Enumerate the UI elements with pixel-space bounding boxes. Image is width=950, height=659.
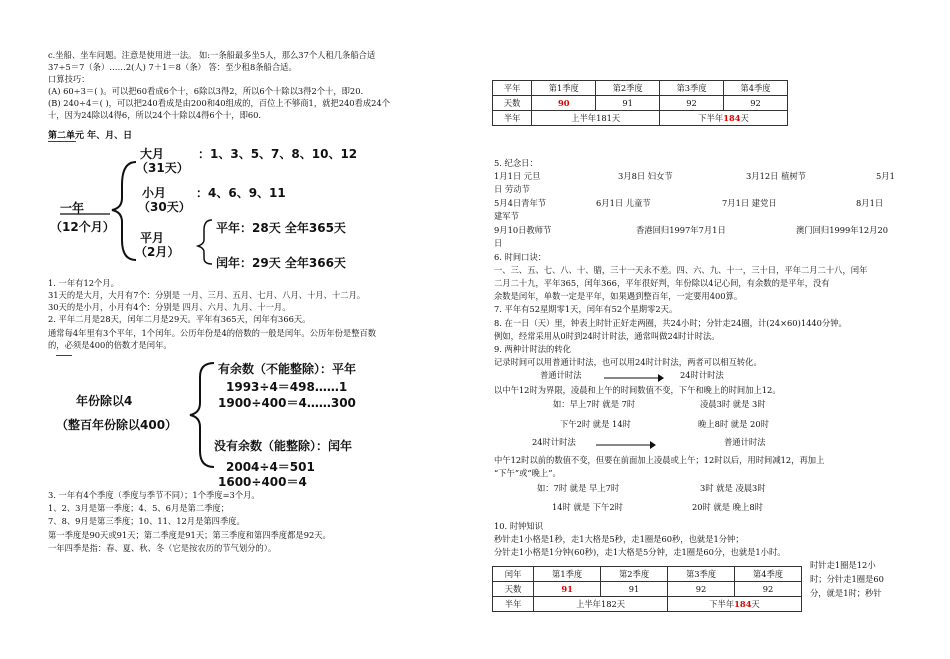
side-note: 时针走1圈是12小 — [810, 560, 876, 570]
memorial-item: 5月1 — [876, 171, 895, 181]
feb-label: 平月 — [140, 231, 165, 245]
divide-by-4: 年份除以4 — [76, 394, 133, 408]
table-cell: 90 — [532, 96, 596, 111]
season-note-4: 第一季度是90天或91天；第二季度是91天；第三季度和第四季度都是92天。 — [48, 530, 331, 540]
memorial-item: 日 — [494, 238, 503, 248]
memorial-item: 建军节 — [494, 211, 519, 221]
table-header: 平年 — [493, 81, 532, 96]
second-half-number: 184 — [734, 599, 752, 609]
memorial-item: 6月1日 儿童节 — [596, 198, 651, 208]
intro-line-3: 口算技巧： — [48, 74, 90, 84]
small-month-label: 小月 — [142, 186, 167, 200]
small-month-days: （30天） — [138, 200, 191, 214]
main-brace — [112, 162, 136, 260]
example-1993: 1993÷4＝498……1 — [226, 380, 348, 394]
row-label: 半年 — [493, 111, 532, 126]
common-year-quarter-table — [492, 80, 788, 126]
intro-line-6: 十，因为24除以4得6，所以24个十除以4得6个十，即60. — [48, 110, 262, 120]
normal-clock-label-b: 普通计时法 — [724, 437, 766, 447]
second-half-cell — [660, 111, 788, 126]
season-note-2: 1、2、3月是第一季度；4、5、6月是第二季度； — [48, 503, 230, 513]
season-note-5: 一年四季是指：春、夏、秋、冬（它是按农历的节气划分的）。 — [48, 543, 277, 553]
intro-line-5: (B) 240÷4＝( )，可以把240看成是由200和40组成的，百位上不够商1，就把240看成24个 — [48, 98, 391, 108]
arrow-icon — [596, 439, 656, 449]
example-line: 14时 就是 下午2时 — [552, 502, 623, 512]
memorial-item: 香港回归1997年7月1日 — [636, 225, 726, 235]
big-month-label: 大月 — [140, 147, 165, 161]
example-line: 如：7时 就是 早上7时 — [537, 483, 620, 493]
arrow-icon — [604, 372, 664, 382]
big-month-days: （31天） — [136, 161, 189, 175]
example-line: 如：早上7时 就是 7时 — [553, 399, 636, 409]
leap-year-quarter-table — [492, 566, 802, 612]
clock24-label: 24时计时法 — [680, 370, 724, 380]
table-header: 第1季度 — [532, 81, 596, 96]
year-months-label: （12个月） — [50, 220, 115, 234]
table-header: 第4季度 — [735, 567, 802, 582]
intro-line-2: 37÷5＝7（条）……2(人) 7＋1＝8（条） 答：至少租8条船合适。 — [48, 62, 297, 72]
memorial-item: 1月1日 元旦 — [494, 171, 541, 181]
intro-line-1: c.坐船、坐车问题。注意是使用进一法。 如:一条船最多坐5人，那么37个人租几条船合适 — [48, 50, 376, 60]
row-label: 天数 — [493, 582, 534, 597]
big-month-list: ：1、3、5、7、8、10、12 — [198, 147, 358, 161]
rhyme-title: 6. 时间口诀： — [494, 252, 547, 262]
side-note: 时；分针走1圈是60 — [810, 574, 884, 584]
rhyme-line: 余数是闰年，单数一定是平年，如果遇到整百年，一定要用400算。 — [494, 291, 743, 301]
row-label: 半年 — [493, 597, 534, 612]
second-half-suffix: 天 — [740, 113, 749, 123]
common-year-feb: 平年：28天 全年365天 — [216, 221, 346, 235]
memorial-item: 7月1日 建党日 — [722, 198, 777, 208]
example-line: 晚上8时 就是 20时 — [698, 419, 769, 429]
memorial-item: 9月10日教师节 — [494, 225, 552, 235]
memorial-title: 5. 纪念日： — [494, 158, 538, 168]
example-1600: 1600÷400＝4 — [218, 475, 307, 489]
side-note: 分，就是1时；秒针 — [810, 588, 882, 598]
note-4: 2. 平年二月是28天，闰年二月是29天。平年有365天，闰年有366天。 — [48, 314, 311, 324]
table-header: 第2季度 — [601, 567, 668, 582]
remainder-rule: 有余数（不能整除）：平年 — [218, 362, 357, 376]
table-cell: 91 — [601, 582, 668, 597]
red-marker — [56, 355, 72, 356]
memorial-item: 日 劳动节 — [494, 184, 530, 194]
second-half-prefix: 下半年 — [709, 599, 735, 609]
table-header: 闰年 — [493, 567, 534, 582]
small-month-list: ：4、6、9、11 — [196, 186, 286, 200]
table-cell: 92 — [660, 96, 724, 111]
table-header: 第3季度 — [668, 567, 735, 582]
note-7: 7. 平年有52星期零1天，闰年有52个星期零2天。 — [494, 304, 678, 314]
rhyme-line: 一、三、五、七、八、十、腊，三十一天永不差。四、六、九、十一，三十日，平年二月二十八，闰年 — [494, 265, 868, 275]
first-half-cell: 上半年181天 — [532, 111, 660, 126]
first-half-cell: 上半年182天 — [534, 597, 668, 612]
normal-clock-label: 普通计时法 — [540, 370, 582, 380]
example-line: 凌晨3时 就是 3时 — [700, 399, 766, 409]
note-9: 9. 两种计时法的转化 — [494, 344, 571, 354]
table-cell: 91 — [596, 96, 660, 111]
note-5: 通常每4年里有3个平年，1个闰年。公历年份是4的倍数的一般是闰年。公历年份是整百数 — [48, 328, 377, 338]
note-1: 1. 一年有12个月。 — [48, 278, 119, 288]
note-10a: 秒针走1小格是1秒，走1大格是5秒，走1圈是60秒，也就是1分钟； — [494, 534, 744, 544]
leap-year-diagram — [180, 355, 220, 475]
second-half-prefix: 下半年 — [698, 113, 724, 123]
note-9a: 记录时间可以用普通计时法，也可以用24时计时法，两者可以相互转化。 — [494, 357, 762, 367]
leap-brace — [190, 363, 214, 467]
conversion-rule-2a: 中午12时以前的数值不变，但要在前面加上凌晨或上午；12时以后，用时间减12，再加上 — [494, 455, 825, 465]
example-line: 下午2时 就是 14时 — [560, 419, 631, 429]
season-note-1: 3. 一年有4个季度（季度与季节不同）；1个季度=3个月。 — [48, 490, 260, 500]
conversion-rule-1: 以中午12时为界限，凌晨和上午的时间数值不变，下午和晚上的时间加上12。 — [494, 385, 781, 395]
example-line: 3时 就是 凌晨3时 — [700, 483, 766, 493]
note-2: 31天的是大月，大月有7个：分别是 一月、三月、五月、七月、八月、十月、十二月。 — [48, 290, 366, 300]
memorial-item: 3月8日 妇女节 — [618, 171, 673, 181]
memorial-item: 3月12日 植树节 — [746, 171, 806, 181]
feb-month-label: （2月） — [135, 245, 180, 259]
memorial-item: 5月4日青年节 — [494, 198, 547, 208]
example-line: 20时 就是 晚上8时 — [692, 502, 763, 512]
feb-brace — [198, 220, 212, 264]
example-1900: 1900÷400＝4……300 — [218, 396, 356, 410]
note-10b: 分针走1小格是1分钟(60秒)，走1大格是5分钟，走1圈是60分，也就是1小时。 — [494, 547, 786, 557]
century-rule: （整百年份除以400） — [56, 418, 178, 432]
note-8b: 例如，经常采用从0时到24时计时法，通常叫做24时计时法。 — [494, 331, 720, 341]
note-3: 30天的是小月，小月有4个：分别是 四月、六月、九月、十一月。 — [48, 302, 291, 312]
example-2004: 2004÷4＝501 — [226, 460, 315, 474]
year-label: 一年 — [60, 201, 85, 215]
second-half-number: 184 — [723, 113, 741, 123]
table-cell: 92 — [668, 582, 735, 597]
note-8a: 8. 在一日（天）里，钟表上时针正好走两圈，共24小时；分针走24圈，计(24×60)1440分钟。 — [494, 318, 847, 328]
rhyme-line: 二月二十九，平年365，闰年366，平年很好判，年份除以4记心间，有余数的是平年，没有 — [494, 278, 830, 288]
conversion-rule-2b: “下午”或“晚上”。 — [494, 468, 561, 478]
table-header: 第4季度 — [724, 81, 788, 96]
intro-line-4: (A) 60÷3＝( )。可以把60看成6个十，6除以3得2，所以6个十除以3得2个十，即20. — [48, 86, 364, 96]
table-cell: 92 — [724, 96, 788, 111]
table-cell: 92 — [735, 582, 802, 597]
memorial-item: 8月1日 — [856, 198, 884, 208]
second-half-cell — [668, 597, 802, 612]
unit-heading: 第二单元 年、月、日 — [48, 131, 133, 141]
memorial-item: 澳门回归1999年12月20 — [796, 225, 889, 235]
note-10: 10. 时钟知识 — [494, 521, 544, 531]
note-6: 的，必须是400的倍数才是闰年。 — [48, 340, 172, 350]
clock24-label-b: 24时计时法 — [532, 437, 576, 447]
table-cell: 91 — [534, 582, 601, 597]
no-remainder-rule: 没有余数（能整除）：闰年 — [214, 439, 353, 453]
season-note-3: 7、8、9月是第三季度；10、11、12月是第四季度。 — [48, 516, 245, 526]
table-header: 第1季度 — [534, 567, 601, 582]
leap-year-feb: 闰年：29天 全年366天 — [216, 256, 346, 270]
table-header: 第2季度 — [596, 81, 660, 96]
second-half-suffix: 天 — [751, 599, 760, 609]
row-label: 天数 — [493, 96, 532, 111]
table-header: 第3季度 — [660, 81, 724, 96]
